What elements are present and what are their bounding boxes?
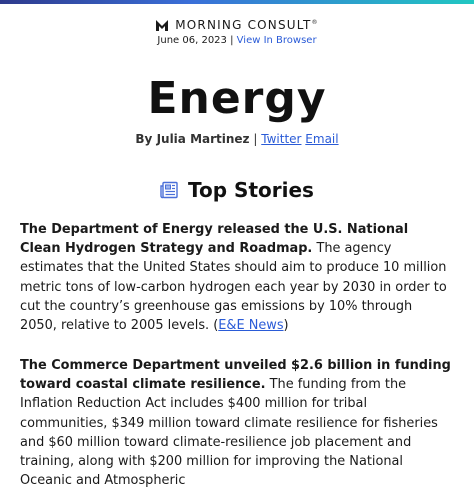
story-headline: The Commerce Department unveiled $2.6 billion in funding toward coastal climate resilience. — [20, 358, 451, 393]
story-item — [20, 356, 452, 490]
story-headline: The Department of Energy released the U.S. National Clean Hydrogen Strategy and Roadmap. — [20, 222, 409, 257]
newsletter-title: Energy — [147, 73, 327, 124]
twitter-link[interactable]: Twitter — [261, 132, 302, 146]
newspaper-icon — [160, 180, 180, 200]
dateline — [0, 35, 474, 46]
accent-bar — [0, 0, 474, 4]
byline-author: By Julia Martinez — [135, 132, 250, 146]
story-body: The agency estimates that the United States should aim to produce 10 million metric tons of low-carbon hydrogen each year by 2030 in order to cut the country’s greenhouse gas emissions by 10% through 2050, relative to 2005 levels. ( — [20, 241, 447, 334]
story-item — [20, 220, 452, 335]
story-source-close: ) — [283, 318, 289, 334]
email-link[interactable]: Email — [305, 132, 339, 146]
issue-date: June 06, 2023 — [157, 35, 227, 46]
section-header — [0, 178, 474, 202]
story-body: The funding from the Inflation Reduction Act includes $400 million for tribal communities, $349 million toward climate resilience for fisheries and $60 million toward climate-resilience job placement and training, along with $200 million for improving the National Oceanic and Atmospheric — [20, 377, 438, 489]
brand-header — [0, 18, 474, 32]
byline-separator: | — [253, 132, 258, 146]
morning-consult-logo-icon — [155, 18, 169, 32]
brand-name: MORNING CONSULT® — [175, 18, 319, 32]
story-source-link[interactable]: E&E News — [218, 318, 284, 334]
section-title: Top Stories — [188, 178, 314, 202]
dateline-separator: | — [230, 35, 234, 46]
byline — [0, 132, 474, 146]
view-in-browser-link[interactable]: View In Browser — [236, 35, 317, 46]
